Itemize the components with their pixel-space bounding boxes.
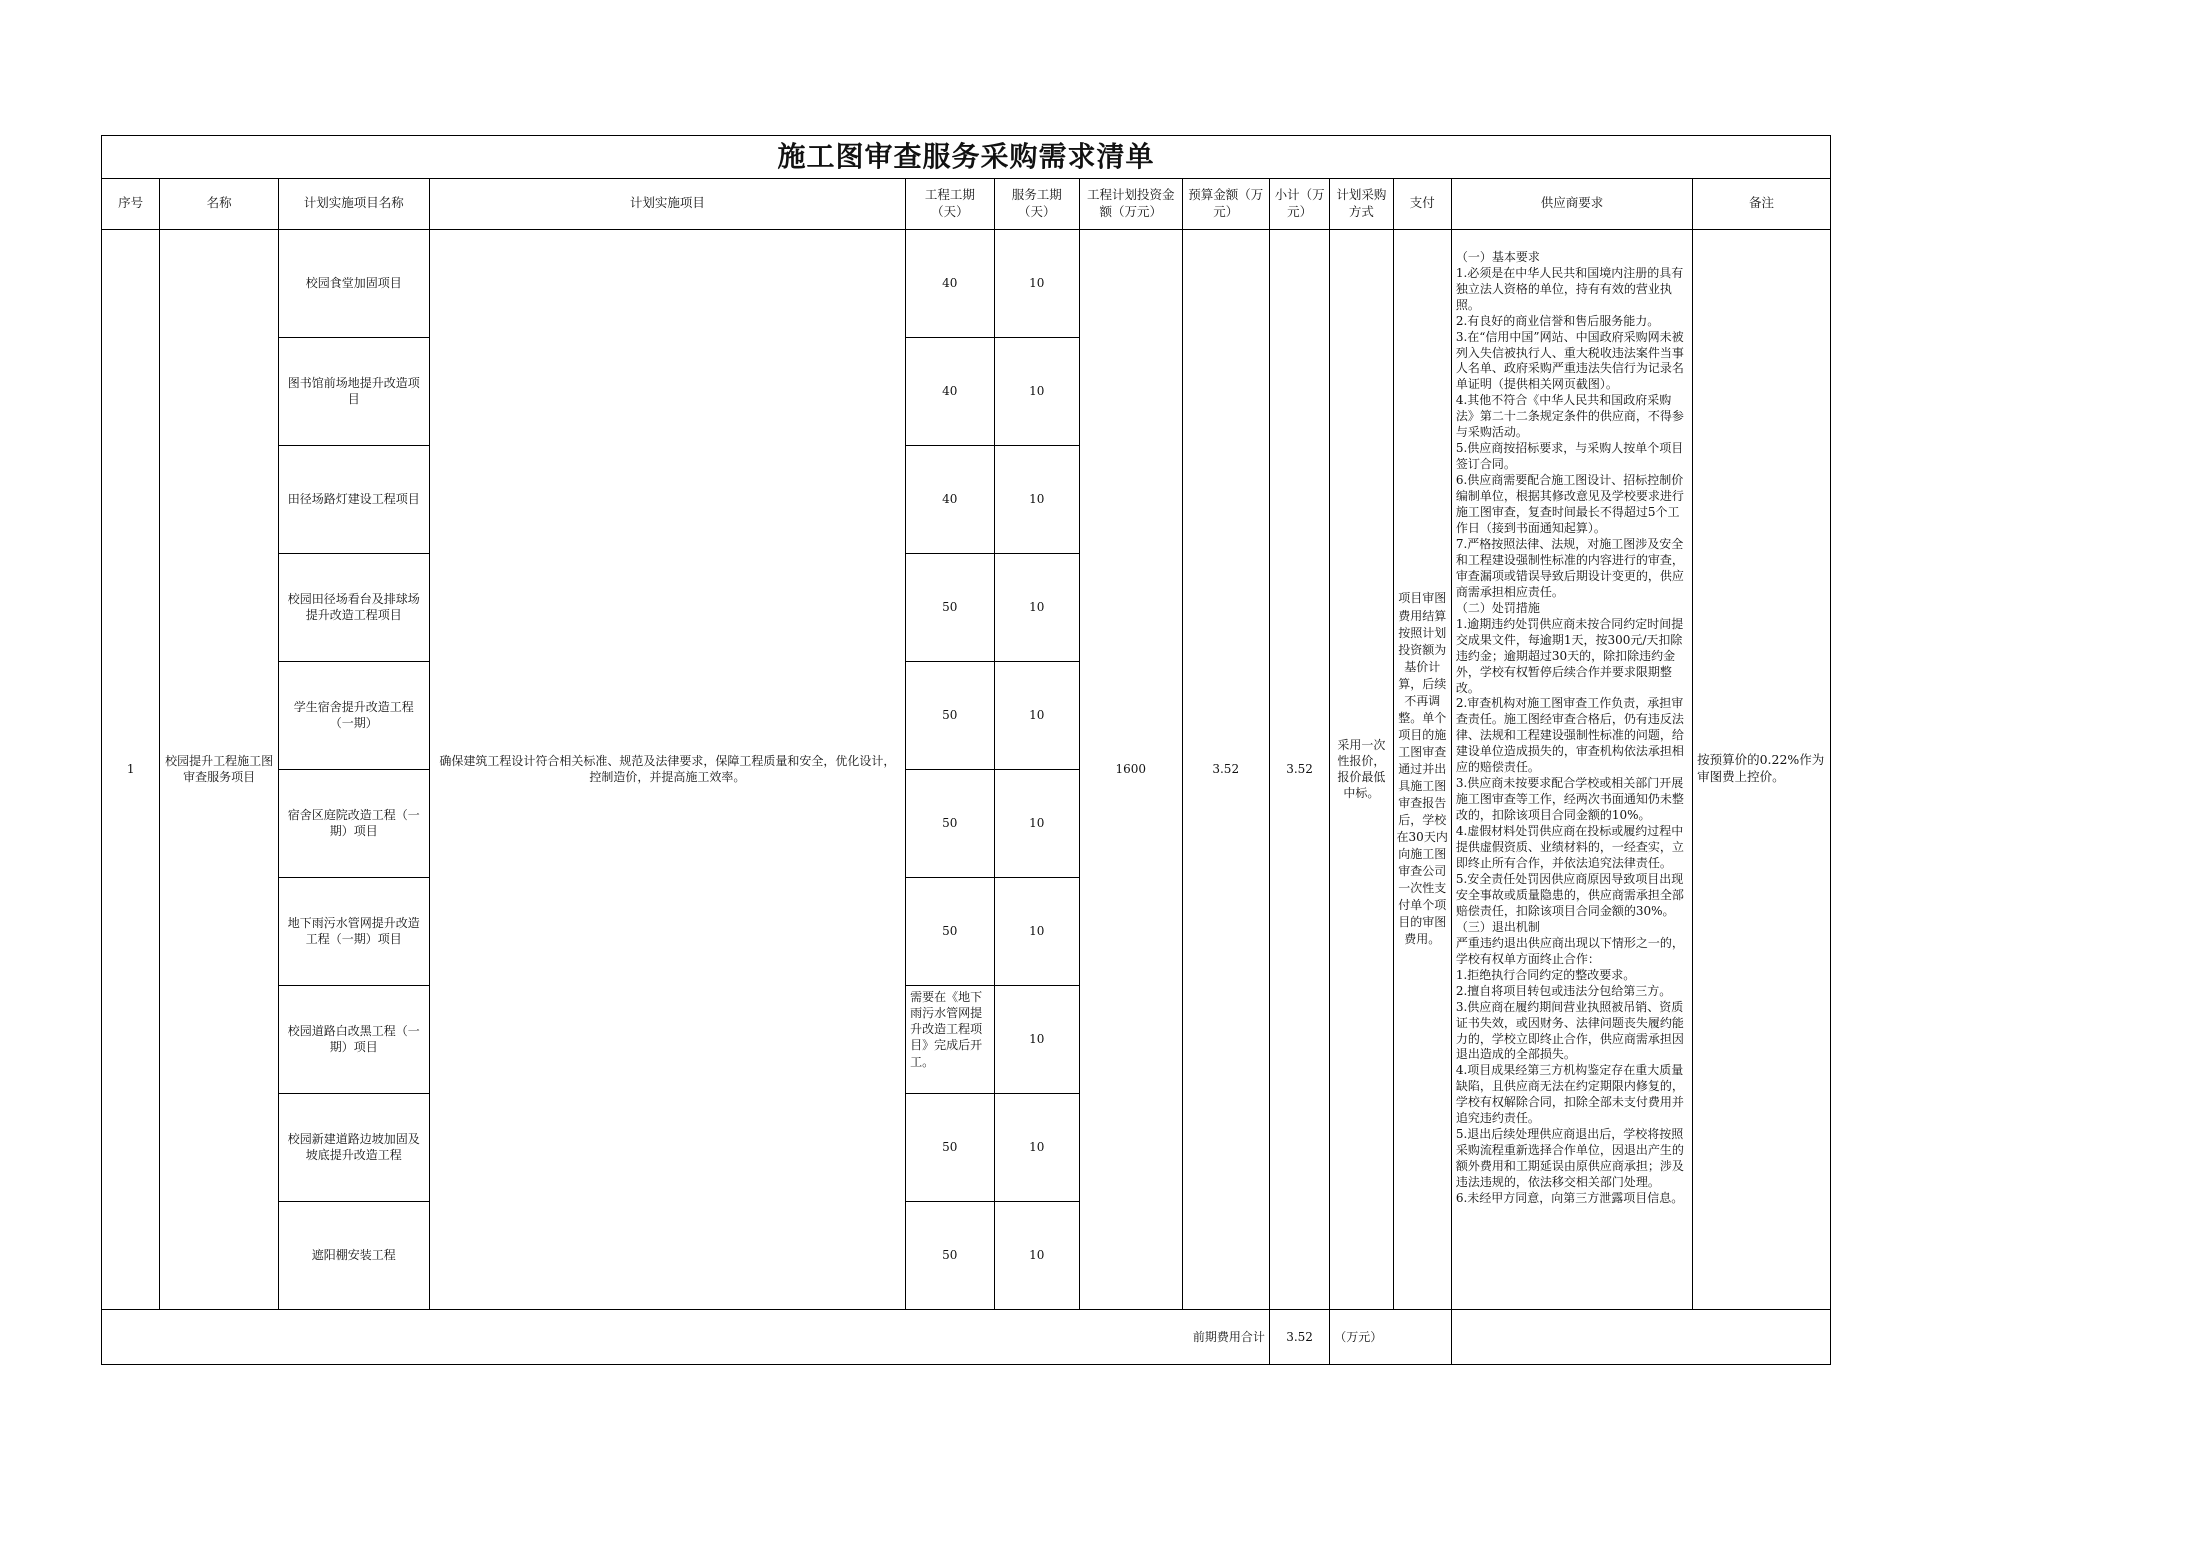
header-project-name: 计划实施项目名称	[278, 178, 429, 229]
payment-terms: 项目审图费用结算按照计划投资额为基价计算，后续不再调整。单个项目的施工图审查通过并出具施工图审查报告后，学校在30天内向施工图审查公司一次性支付单个项目的审图费用。	[1393, 229, 1451, 1309]
header-name: 名称	[160, 178, 279, 229]
item-construction-days: 50	[906, 553, 994, 661]
item-name: 遮阳棚安装工程	[278, 1201, 429, 1309]
total-unit: （万元）	[1330, 1309, 1452, 1364]
supplier-requirements	[1451, 229, 1692, 1309]
item-service-days: 10	[994, 337, 1079, 445]
supplier-requirement-line: 3.在“信用中国”网站、中国政府采购网未被列入失信被执行人、重大税收违法案件当事人名单、政府采购严重违法失信行为记录名单证明（提供相关网页截图）。	[1455, 329, 1684, 392]
procurement-method: 采用一次性报价，报价最低中标。	[1330, 229, 1393, 1309]
supplier-requirement-line: 6.未经甲方同意，向第三方泄露项目信息。	[1455, 1191, 1684, 1206]
header-payment: 支付	[1393, 178, 1451, 229]
header-supplier: 供应商要求	[1451, 178, 1692, 229]
supplier-requirement-line: （三）退出机制	[1455, 919, 1540, 934]
total-value: 3.52	[1269, 1309, 1329, 1364]
item-service-days: 10	[994, 553, 1079, 661]
item-name: 地下雨污水管网提升改造工程（一期）项目	[278, 877, 429, 985]
procurement-table	[101, 135, 1831, 1365]
investment-amount: 1600	[1079, 229, 1182, 1309]
total-blank	[1451, 1309, 1830, 1364]
supplier-requirement-line: 3.供应商在履约期间营业执照被吊销、资质证书失效，或因财务、法律问题丧失履约能力的，学校立即终止合作，供应商需承担因退出造成的全部损失。	[1455, 999, 1684, 1062]
item-name: 校园食堂加固项目	[278, 229, 429, 337]
supplier-requirement-line: （二）处罚措施	[1455, 600, 1540, 615]
item-construction-days: 50	[906, 769, 994, 877]
header-seq: 序号	[102, 178, 160, 229]
item-service-days: 10	[994, 877, 1079, 985]
header-method: 计划采购方式	[1330, 178, 1393, 229]
item-construction-days: 50	[906, 661, 994, 769]
item-service-days: 10	[994, 769, 1079, 877]
supplier-requirement-line: 2.有良好的商业信誉和售后服务能力。	[1455, 313, 1660, 328]
item-service-days: 10	[994, 985, 1079, 1093]
supplier-requirement-line: （一）基本要求	[1455, 249, 1540, 264]
supplier-requirement-line: 4.其他不符合《中华人民共和国政府采购法》第二十二条规定条件的供应商，不得参与采购活动。	[1455, 393, 1684, 440]
total-label: 前期费用合计	[102, 1309, 1270, 1364]
header-row	[102, 178, 1831, 229]
supplier-requirement-line: 1.必须是在中华人民共和国境内注册的具有独立法人资格的单位，持有有效的营业执照。	[1455, 265, 1684, 312]
item-construction-days: 需要在《地下雨污水管网提升改造工程项目》完成后开工。	[906, 985, 994, 1093]
header-budget: 预算金额（万元）	[1182, 178, 1269, 229]
item-service-days: 10	[994, 661, 1079, 769]
total-row	[102, 1309, 1831, 1364]
remarks: 按预算价的0.22%作为审图费上控价。	[1693, 229, 1831, 1309]
supplier-requirement-line: 4.项目成果经第三方机构鉴定存在重大质量缺陷，且供应商无法在约定期限内修复的，学校有权解除合同，扣除全部未支付费用并追究违约责任。	[1455, 1063, 1684, 1126]
subtotal-amount: 3.52	[1269, 229, 1329, 1309]
header-subtotal: 小计（万元）	[1269, 178, 1329, 229]
item-name: 校园道路白改黑工程（一期）项目	[278, 985, 429, 1093]
header-remarks: 备注	[1693, 178, 1831, 229]
header-investment: 工程计划投资金额（万元）	[1079, 178, 1182, 229]
supplier-requirement-line: 2.审查机构对施工图审查工作负责，承担审查责任。施工图经审查合格后，仍有违反法律、法规和工程建设强制性标准的问题，给建设单位造成损失的，审查机构依法承担相应的赔偿责任。	[1455, 696, 1684, 775]
row-seq: 1	[102, 229, 160, 1309]
table-title: 施工图审查服务采购需求清单	[102, 136, 1831, 179]
item-construction-days: 40	[906, 337, 994, 445]
item-service-days: 10	[994, 445, 1079, 553]
supplier-requirement-line: 2.擅自将项目转包或违法分包给第三方。	[1455, 983, 1672, 998]
item-service-days: 10	[994, 229, 1079, 337]
item-name: 校园田径场看台及排球场提升改造工程项目	[278, 553, 429, 661]
header-construction-days: 工程工期（天）	[906, 178, 994, 229]
item-construction-days: 40	[906, 445, 994, 553]
item-name: 田径场路灯建设工程项目	[278, 445, 429, 553]
item-name: 宿舍区庭院改造工程（一期）项目	[278, 769, 429, 877]
supplier-requirement-line: 6.供应商需要配合施工图设计、招标控制价编制单位，根据其修改意见及学校要求进行施工图审查，复查时间最长不得超过5个工作日（接到书面通知起算）。	[1455, 473, 1684, 535]
supplier-requirement-line: 4.虚假材料处罚供应商在投标或履约过程中提供虚假资质、业绩材料的，一经查实，立即终止所有合作，并依法追究法律责任。	[1455, 824, 1684, 871]
supplier-requirement-line: 5.安全责任处罚因供应商原因导致项目出现安全事故或质量隐患的，供应商需承担全部赔偿责任，扣除该项目合同金额的30%。	[1455, 871, 1684, 918]
supplier-requirement-line: 1.拒绝执行合同约定的整改要求。	[1455, 967, 1636, 982]
header-service-days: 服务工期（天）	[994, 178, 1079, 229]
supplier-requirement-line: 7.严格按照法律、法规，对施工图涉及安全和工程建设强制性标准的内容进行的审查，审查漏项或错误导致后期设计变更的，供应商需承担相应责任。	[1455, 536, 1684, 599]
supplier-requirement-line: 5.供应商按招标要求，与采购人按单个项目签订合同。	[1455, 441, 1684, 472]
supplier-requirement-line: 1.逾期违约处罚供应商未按合同约定时间提交成果文件，每逾期1天，按300元/天扣除违约金；逾期超过30天的，除扣除违约金外，学校有权暂停后续合作并要求限期整改。	[1455, 616, 1684, 695]
supplier-requirement-line: 3.供应商未按要求配合学校或相关部门开展施工图审查等工作，经两次书面通知仍未整改的，扣除该项目合同金额的10%。	[1455, 776, 1684, 823]
header-project: 计划实施项目	[429, 178, 905, 229]
item-service-days: 10	[994, 1201, 1079, 1309]
item-construction-days: 50	[906, 1201, 994, 1309]
item-service-days: 10	[994, 1093, 1079, 1201]
item-construction-days: 50	[906, 877, 994, 985]
table-row	[102, 229, 1831, 337]
project-description: 确保建筑工程设计符合相关标准、规范及法律要求，保障工程质量和安全，优化设计，控制造价，并提高施工效率。	[429, 229, 905, 1309]
row-name: 校园提升工程施工图审查服务项目	[160, 229, 279, 1309]
item-name: 学生宿舍提升改造工程（一期）	[278, 661, 429, 769]
item-construction-days: 50	[906, 1093, 994, 1201]
supplier-requirement-line: 5.退出后续处理供应商退出后，学校将按照采购流程重新选择合作单位，因退出产生的额外费用和工期延误由原供应商承担；涉及违法违规的，依法移交相关部门处理。	[1455, 1127, 1684, 1190]
item-construction-days: 40	[906, 229, 994, 337]
item-name: 校园新建道路边坡加固及坡底提升改造工程	[278, 1093, 429, 1201]
supplier-requirement-line: 严重违约退出供应商出现以下情形之一的，学校有权单方面终止合作：	[1455, 935, 1684, 966]
budget-amount: 3.52	[1182, 229, 1269, 1309]
item-name: 图书馆前场地提升改造项目	[278, 337, 429, 445]
